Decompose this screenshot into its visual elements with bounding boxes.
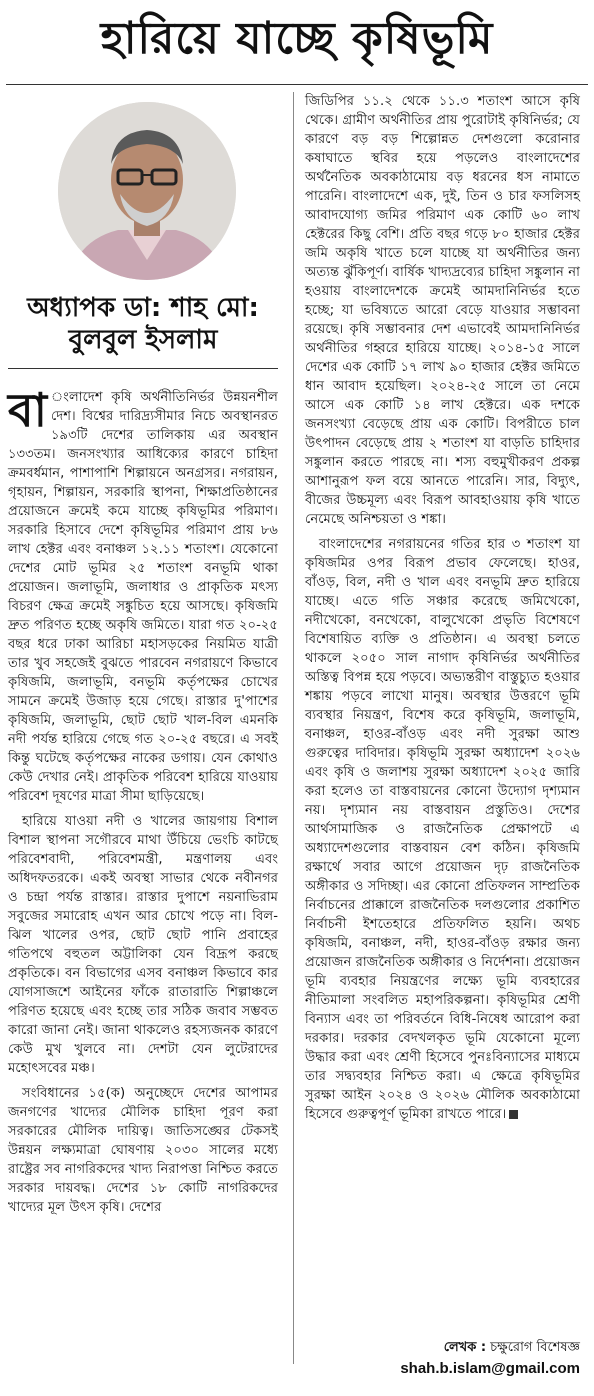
article-column-left (8, 383, 278, 1223)
article-paragraph (8, 383, 278, 806)
author-portrait-image (58, 102, 236, 280)
headline: হারিয়ে যাচ্ছে কৃষিভূমি (100, 12, 494, 64)
article-paragraph (305, 535, 580, 1124)
article-paragraph: হারিয়ে যাওয়া নদী ও খালের জায়গায় বিশাল বিশাল স্থাপনা সগৌরবে মাথা উঁচিয়ে ভেংচি কাটছে পরিবেশবাদী, পরিবেশমন্ত্রী, মন্ত্রণালয় এবং অধিদফতরকে। একই অবস্থা সাভার থেকে নবীনগর ও চন্দ্রা পর্যন্ত রাস্তার। রাস্তার দুপাশে নয়নাভিরাম সবুজের সমারোহ এখন আর চোখে পড়ে না। বিল-ঝিল খালের ওপর, ছোট ছোট পানি প্রবাহের গতিপথে বহুতল অট্টালিকা যেন বিদ্রূপ করছে প্রকৃতিকে। বন বিভাগের এসব বনাঞ্চল কিভাবে কার যোগসাজশে আইনের ফাঁকে রাতারাতি শিল্পাঞ্চলে পরিণত হয়েছে এবং হচ্ছে তার সঠিক জবাব সম্ভবত কারো জানা নেই। জানা থাকলেও রহস্যজনক কারণে কেউ মুখ খুলবে না। দেশটা যেন লুটেরাদের মহোৎসবের মঞ্চ। (8, 814, 278, 1076)
author-photo (58, 102, 236, 280)
end-mark-icon (509, 1110, 518, 1119)
article-paragraph: সংবিধানের ১৫(ক) অনুচ্ছেদে দেশের আপামর জনগণের খাদ্যের মৌলিক চাহিদা পূরণ করা সরকারের মৌলিক দায়িত্ব। জাতিসঙ্ঘের টেকসই উন্নয়ন লক্ষ্যমাত্রা ঘোষণায় ২০৩০ সালের মধ্যে রাষ্ট্রের সব নাগরিকদের খাদ্য নিরাপত্তা নিশ্চিত করতে সরকার দায়বদ্ধ। দেশের ১৮ কোটি নাগরিকদের খাদ্যের মূল উৎস কৃষি। দেশের (8, 1086, 278, 1215)
byline-label: লেখক : (443, 1340, 487, 1355)
column-divider (293, 92, 294, 1364)
author-email: shah.b.islam@gmail.com (400, 1360, 580, 1377)
author-name: অধ্যাপক ডা: শাহ মো: বুলবুল ইসলাম (27, 293, 259, 355)
byline (305, 1338, 580, 1358)
article-column-right (305, 92, 580, 1130)
paragraph-text: ংলাদেশ কৃষি অর্থনীতিনির্ভর উন্নয়নশীল দেশ। বিশ্বের দারিদ্র্যসীমার নিচে অবস্থানরত ১৯৩টি দেশের তালিকায় এর অবস্থান ১৩৩তম। জনসংখ্যার আধিক্যের কারণে চাহিদা ক্রমবর্ধমান, পাশাপাশি শিল্পায়নে অনগ্রসর। নগরায়ন, গৃহায়ন, শিল্পায়ন, সরকারি স্থাপনা, শিক্ষাপ্রতিষ্ঠানের প্রয়োজনে ক্রমেই কমে যাচ্ছে কৃষিভূমির পরিমাণ। সরকারি হিসাবে দেশে কৃষিভূমির পরিমাণ প্রায় ৮৬ লাখ হেক্টর এবং বনাঞ্চল ১২.১১ শতাংশ। যেকোনো দেশের মোট ভূমির ২৫ শতাংশ বনভূমি থাকা প্রয়োজন। জলাভূমি, জলাধার ও প্রাকৃতিক মৎস্য বিচরণ ক্ষেত্র ক্রমেই সঙ্কুচিত হয়ে আসছে। কৃষিজমি দ্রুত পরিণত হচ্ছে অকৃষি জমিতে। যারা গত ২০-২৫ বছর ধরে ঢাকা আরিচা মহাসড়কের নিয়মিত যাত্রী তার খুব সহজেই বুঝতে পারবেন নগরায়ণে কিভাবে কৃষিজমি, জলাভূমি, বনভূমি কর্তৃপক্ষের চোখের সামনে ক্রমেই উজাড় হয়ে গেছে। রাস্তার দু'পাশের কৃষিজমি, জলাভূমি, ছোট ছোট খাল-বিল এমনকি নদী পর্যন্ত হারিয়ে গেছে গত ২০-২৫ বছরে। এ সবই কিন্তু ঘটেছে কর্তৃপক্ষের নাকের ডগায়। যেন কোথাও কেউ দেখার নেই। প্রাকৃতিক পরিবেশ হারিয়ে যাওয়ায় পরিবেশ দূষণের মাত্রা সীমা ছাড়িয়েছে। (8, 390, 278, 804)
article-paragraph: জিডিপির ১১.২ থেকে ১১.৩ শতাংশ আসে কৃষি থেকে। গ্রামীণ অর্থনীতির প্রায় পুরোটাই কৃষিনির্ভর; যে কারণে বড় বড় শিল্পোন্নত দেশগুলো করোনার কষাঘাতে স্থবির হয়ে পড়লেও বাংলাদেশের অর্থনৈতিক অবকাঠামোয় বড় ধরনের ধস নামাতে পারেনি। বাংলাদেশে এক, দুই, তিন ও চার ফসলিসহ আবাদযোগ্য জমির পরিমাণ এক কোটি ৬০ লাখ হেক্টরের কিছু বেশি। প্রতি বছর গড়ে ৮০ হাজার হেক্টর জমি অকৃষি খাতে চলে যাচ্ছে যা অর্থনীতির জন্য অত্যন্ত ঝুঁকিপূর্ণ। বার্ষিক খাদ্যদ্রব্যের চাহিদা সঙ্কুলান না হওয়ায় বাংলাদেশকে ক্রমেই আমদানিনির্ভর হতে হচ্ছে; যা ভবিষ্যতে আরো বেড়ে যাওয়ার সম্ভাবনা রয়েছে। কৃষি সম্ভাবনার দেশ এভাবেই আমদানিনির্ভর অর্থনীতির গহ্বরে হারিয়ে যাচ্ছে। ২০১৪-১৫ সালে দেশের এক কোটি ১৭ লাখ ৯০ হাজার হেক্টর জমিতে ধান আবাদ হয়েছিল। ২০২৪-২৫ সালে তা নেমে আসে এক কোটি ১৪ লাখ হেক্টরে। এক দশকে জনসংখ্যা বেড়েছে প্রায় এক কোটি। বিপরীতে চাল উৎপাদন বেড়েছে প্রায় ২ শতাংশ যা বাড়তি চাহিদার সঙ্কুলান করতে পারছে না। শস্য বহুমুখীকরণ প্রকল্প আশানুরূপ ফল বয়ে আনতে পারেনি। সার, বিদ্যুৎ, বীজের উচ্চমূল্য এবং বিরূপ আবহাওয়ায় কৃষি খাতে নেমেছে অনিশ্চয়তা ও শঙ্কা। (305, 94, 580, 527)
paragraph-text: বাংলাদেশের নগরায়নের গতির হার ৩ শতাংশ যা কৃষিজমির ওপর বিরূপ প্রভাব ফেলেছে। হাওর, বাঁওড়, বিল, নদী ও খাল এবং বনভূমি দ্রুত হারিয়ে যাচ্ছে। এতে গতি সঞ্চার করেছে জমিখেকো, নদীখেকো, বনখেকো, বালুখেকো প্রভৃতি বিশেষণে বিশেষায়িত ব্যক্তি ও প্রতিষ্ঠান। এ অবস্থা চলতে থাকলে ২০৫০ সাল নাগাদ কৃষিনির্ভর অর্থনীতির অস্তিত্ব বিপন্ন হয়ে পড়বে। অভ্যন্তরীণ বাস্তুচ্যুত হওয়ার শঙ্কায় পড়বে লাখো মানুষ। অবস্থার উত্তরণে ভূমি ব্যবস্থার নিয়ন্ত্রণ, বিশেষ করে কৃষিভূমি, জলাভূমি, বনাঞ্চল, হাওর-বাঁওড় এবং নদী সুরক্ষা আশু গুরুত্বের দাবিদার। কৃষিভূমি সুরক্ষা অধ্যাদেশ ২০২৬ এবং কৃষি ও জলাশয় সুরক্ষা অধ্যাদেশ ২০২৫ জারি করা হলেও তা বাস্তবায়নের কোনো উদ্যোগ দৃশ্যমান নয়। দৃশ্যমান নয় বাস্তবায়ন প্রস্তুতিও। দেশের আর্থসামাজিক ও রাজনৈতিক প্রেক্ষাপটে এ অধ্যাদেশগুলোর বাস্তবায়ন বেশ কঠিন। কৃষিজমি রক্ষার্থে সবার আগে প্রয়োজন দৃঢ় রাজনৈতিক অঙ্গীকার ও সদিচ্ছা। এর কোনো প্রতিফলন সাম্প্রতিক নির্বাচনের প্রাক্কালে রাজনৈতিক দলগুলোর প্রকাশিত নির্বাচনী ইশতেহারে প্রতিফলিত হয়নি। অথচ কৃষিজমি, বনাঞ্চল, নদী, হাওর-বাঁওড় রক্ষার জন্য প্রয়োজন রাজনৈতিক অঙ্গীকার ও নির্দেশনা। প্রয়োজন ভূমি ব্যবহার নিয়ন্ত্রণের লক্ষ্যে ভূমি ব্যবহারের নীতিমালা সংবলিত মহাপরিকল্পনা। কৃষিভূমির শ্রেণী বিন্যাস এবং তা পরিবর্তনে বিধি-নিষেধ আরোপ করা দরকার। দরকার বেদখলকৃত ভূমি যেকোনো মূল্যে উদ্ধার করা এবং শ্রেণী হিসেবে পুনঃবিন্যাসের মাধ্যমে তার সদ্ব্যবহার নিশ্চিত করা। এ ক্ষেত্রে কৃষিভূমির সুরক্ষা আইন ২০২৪ ও ২০২৬ মৌলিক অবকাঠামো হিসেবে গুরুত্বপূর্ণ ভূমিকা রাখতে পারে। (305, 537, 580, 1122)
top-divider (6, 84, 588, 85)
drop-cap: বা (8, 383, 47, 437)
byline-text: চক্ষুরোগ বিশেষজ্ঞ (486, 1340, 580, 1355)
author-divider (8, 368, 278, 369)
